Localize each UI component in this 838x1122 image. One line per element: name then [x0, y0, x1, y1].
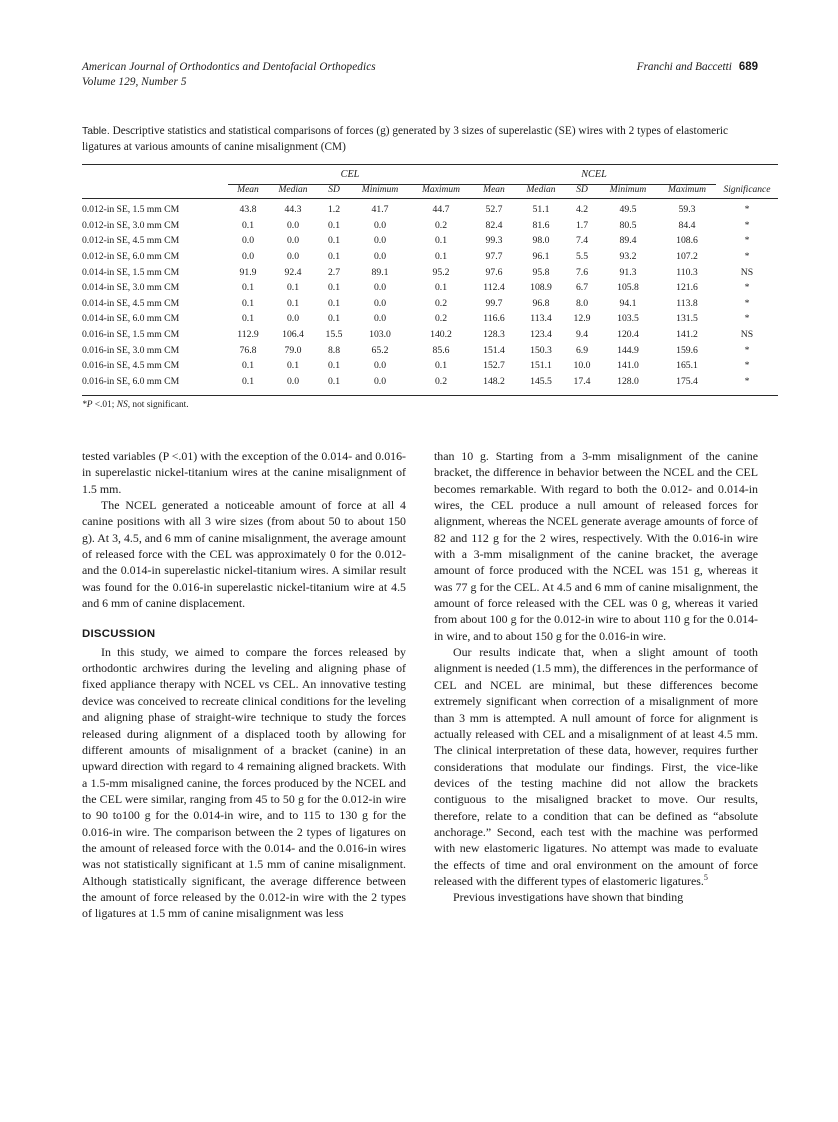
table-cell: 0.1: [327, 219, 341, 231]
table-cell: 7.4: [575, 235, 589, 247]
table-row-label: 0.014-in SE, 3.0 mm CM: [82, 282, 180, 294]
running-head-authors-page: [637, 60, 758, 75]
table-cell: 113.8: [676, 297, 698, 309]
left-paragraph-3: In this study, we aimed to compare the forces released by orthodontic archwires during the leveling and aligning phase of fixed appliance therapy with NCEL vs CEL. An innovative testing device was conceived to recreate clinical conditions for the leveling and aligning phase of straight-wire technique to study the forces released during alignment of a displaced tooth by allowing for different amounts of misalignment of a bracket (canine) in an upward direction with regard to 4 remaining aligned brackets. With a 1.5-mm misaligned canine, the forces produced by the NCEL and the CEL were similar, ranging from 45 to 50 g for the 0.012-in wire to 90 to100 g for the 0.014-in wire, and to 115 to 130 g for the 0.016-in wire. The comparison between the 2 types of ligatures on the amount of released force with the 0.014- and the 0.016-in wires was not statistically significant at 1.5 mm of canine misalignment. Although statistically significant, the average difference between the amount of force released by the 0.012-in wire with the 2 types of ligatures at 1.5 mm of canine misalignment was less: [82, 644, 406, 921]
column-header-ncel-median: Median: [526, 185, 556, 196]
table-cell: 0.1: [241, 313, 255, 325]
table-cell: 0.0: [286, 250, 300, 262]
table-cell: 145.5: [530, 375, 552, 387]
journal-volume: Volume 129, Number 5: [82, 76, 187, 88]
table-column-header-row: [82, 185, 778, 196]
group-header-cel: CEL: [340, 169, 360, 181]
section-heading-discussion: DISCUSSION: [82, 628, 156, 641]
table-cell: 0.1: [327, 235, 341, 247]
table-cell: 8.8: [327, 344, 341, 356]
table-cell: 0.0: [286, 219, 300, 231]
column-header-cel-maximum: Maximum: [422, 185, 460, 196]
table-cell: 0.1: [286, 297, 300, 309]
table-row-label: 0.016-in SE, 6.0 mm CM: [82, 375, 180, 387]
table-row: [82, 342, 778, 358]
table-cell-significance: *: [744, 297, 750, 309]
table-cell: 7.6: [575, 266, 589, 278]
table-cell: 0.0: [373, 375, 387, 387]
table-cell: 0.0: [373, 282, 387, 294]
table-cell: 116.6: [483, 313, 505, 325]
table-cell: 0.2: [434, 219, 448, 231]
left-paragraph-2: The NCEL generated a noticeable amount of force at all 4 canine positions with all 3 wire sizes (from about 50 to about 150 g). At 3, 4.5, and 6 mm of canine misalignment, the average amount of released force with the CEL was approximately 0 for the 0.012- and the 0.014-in superelastic nickel-titanium wires. A similar result was found for the 0.016-in superelastic nickel-titanium wire at 4.5 and 6 mm of canine displacement.: [82, 498, 406, 611]
table-row: [82, 358, 778, 374]
table-cell: 9.4: [575, 328, 589, 340]
table-cell: 17.4: [573, 375, 591, 387]
table-cell: 91.3: [619, 266, 637, 278]
table-row-label: 0.012-in SE, 1.5 mm CM: [82, 204, 180, 216]
table-cell-significance: *: [744, 313, 750, 325]
table-cell: 6.9: [575, 344, 589, 356]
table-cell: 0.1: [327, 313, 341, 325]
table-cell: 76.8: [239, 344, 257, 356]
table-cell: 94.1: [619, 297, 637, 309]
table-row-label: 0.012-in SE, 4.5 mm CM: [82, 235, 180, 247]
table-cell: 105.8: [617, 282, 639, 294]
table-cell: 1.7: [575, 219, 589, 231]
table-cell: 108.9: [530, 282, 552, 294]
table-cell: 0.2: [434, 375, 448, 387]
table-cell: 89.4: [619, 235, 637, 247]
table-row-label: 0.014-in SE, 4.5 mm CM: [82, 297, 180, 309]
table-cell: 107.2: [676, 250, 698, 262]
right-paragraph-1: than 10 g. Starting from a 3-mm misalignment of the canine bracket, the difference in behavior between the NCEL and the CEL becomes remarkable. With regard to both the 0.012- and 0.014-in wires, the CEL produce a null amount of released forces for alignment, whereas the NCEL generate average amounts of force of 82 and 112 g for the 2 wires, respectively. With the 0.016-in wire with a 3-mm misalignment of the canine bracket, the average amount of force produced with the NCEL was 151 g, whereas it was 77 g for the CEL. At 4.5 and 6 mm of canine misalignment, the amount of force released with the CEL was 0 g, whereas it varied from about 100 g for the 0.012-in wire to about 110 g for the 0.014-in wire, and to about 150 g for the 0.016-in wire.: [434, 449, 758, 643]
table-cell: 0.0: [373, 250, 387, 262]
table-cell: 144.9: [617, 344, 639, 356]
table-cell: 82.4: [485, 219, 503, 231]
table-cell: 141.2: [676, 328, 698, 340]
table-row: [82, 249, 778, 265]
table-row-label: 0.016-in SE, 1.5 mm CM: [82, 328, 180, 340]
table-cell: 112.9: [237, 328, 259, 340]
table-cell: 0.0: [373, 219, 387, 231]
table-cell: 1.2: [327, 204, 341, 216]
table-caption-text: Descriptive statistics and statistical comparisons of forces (g) generated by 3 sizes of superelastic (SE) wires with 2 types of elastomeric ligatures at various amounts of canine misalignment (CM): [82, 125, 729, 153]
table-cell: 0.1: [286, 360, 300, 372]
table-cell: 103.5: [617, 313, 639, 325]
table-cell: 0.1: [327, 250, 341, 262]
table-cell: 81.6: [532, 219, 550, 231]
table-row-label: 0.014-in SE, 1.5 mm CM: [82, 266, 180, 278]
right-paragraph-2: [434, 644, 758, 889]
table-row-label: 0.012-in SE, 6.0 mm CM: [82, 250, 180, 262]
table-cell: 0.1: [241, 297, 255, 309]
column-header-ncel-maximum: Maximum: [668, 185, 706, 196]
table-row-label: 0.014-in SE, 6.0 mm CM: [82, 313, 180, 325]
table-cell: 165.1: [676, 360, 698, 372]
table-cell: 98.0: [532, 235, 550, 247]
table-cell: 148.2: [483, 375, 505, 387]
running-head-journal: [82, 60, 376, 90]
table-cell: 0.1: [286, 282, 300, 294]
table-cell: 0.1: [241, 219, 255, 231]
table-cell-significance: *: [744, 375, 750, 387]
table-cell: 0.1: [327, 297, 341, 309]
left-paragraph-1: tested variables (P <.01) with the exception of the 0.014- and 0.016-in superelastic nickel-titanium wires at the canine misalignment of 1.5 mm.: [82, 449, 406, 496]
table-cell: 0.0: [286, 235, 300, 247]
table-cell: 0.2: [434, 313, 448, 325]
table-cell: 108.6: [676, 235, 698, 247]
table-footnote: [82, 396, 758, 410]
table-cell: 92.4: [284, 266, 302, 278]
table-cell: 10.0: [573, 360, 591, 372]
table-row: [82, 264, 778, 280]
table-cell-significance: *: [744, 282, 750, 294]
running-head: [82, 60, 758, 96]
reference-marker-5: 5: [703, 872, 708, 882]
table-cell-significance: *: [744, 360, 750, 372]
table-block: [82, 124, 771, 410]
table-cell: 121.6: [676, 282, 698, 294]
table-cell: 0.1: [434, 360, 448, 372]
table-cell-significance: NS: [740, 266, 754, 278]
table-row: [82, 295, 778, 311]
table-cell: 0.0: [241, 250, 255, 262]
table-cell: 95.2: [432, 266, 450, 278]
footnote-threshold: <.01;: [92, 399, 117, 410]
table-cell: 0.1: [241, 375, 255, 387]
table-cell: 0.1: [327, 282, 341, 294]
table-row: [82, 233, 778, 249]
right-paragraph-3: Previous investigations have shown that binding: [453, 890, 684, 905]
table-cell: 113.4: [530, 313, 552, 325]
table-cell: 97.7: [485, 250, 503, 262]
table-cell: 0.1: [327, 375, 341, 387]
table-cell: 159.6: [676, 344, 698, 356]
table-cell: 120.4: [617, 328, 639, 340]
group-header-spacer: [716, 169, 778, 180]
table-cell: 65.2: [371, 344, 389, 356]
group-header-ncel: NCEL: [581, 169, 607, 181]
table-cell: 41.7: [371, 204, 389, 216]
group-header-blank: [82, 169, 228, 180]
table-cell: 84.4: [678, 219, 696, 231]
column-header-ncel-sd: SD: [576, 185, 588, 196]
right-paragraph-2-text: Our results indicate that, when a slight amount of tooth alignment is needed (1.5 mm), the differences in the performance of CEL and NCEL are minimal, but these differences become extremely significant when correction of a misalignment of more than 3 mm is attempted. A null amount of force for alignment is actually released with CEL and a misalignment of at least 4.5 mm. The clinical interpretation of these data, however, requires further considerations that modulate our findings. First, the vice-like devices of the testing machine did not allow the brackets contiguous to the misaligned bracket to move. Our results, therefore, relate to a condition that can be defined as “absolute anchorage.” Second, each test with the machine was performed with new elastomeric ligatures. No attempt was made to evaluate the effects of time and oral environment on the amount of force released with the different types of elastomeric ligatures.: [434, 645, 758, 888]
table-cell: 151.4: [483, 344, 505, 356]
table-cell: 103.0: [369, 328, 391, 340]
table-cell: 128.0: [617, 375, 639, 387]
table-cell: 91.9: [239, 266, 257, 278]
table-cell: 0.1: [241, 282, 255, 294]
table-cell: 110.3: [676, 266, 698, 278]
table-cell: 95.8: [532, 266, 550, 278]
journal-title: American Journal of Orthodontics and Dentofacial Orthopedics: [82, 61, 376, 73]
table-cell: 0.0: [286, 375, 300, 387]
footnote-tail: , not significant.: [127, 399, 189, 410]
table-cell: 43.8: [239, 204, 257, 216]
table-cell: 6.7: [575, 282, 589, 294]
table-cell: 49.5: [619, 204, 637, 216]
table-cell: 44.3: [284, 204, 302, 216]
table-cell: 131.5: [676, 313, 698, 325]
table-row-label: 0.012-in SE, 3.0 mm CM: [82, 219, 180, 231]
column-header-cel-sd: SD: [328, 185, 340, 196]
table-cell: 0.1: [241, 360, 255, 372]
table-group-header-row: [82, 169, 778, 180]
table-cell: 0.0: [241, 235, 255, 247]
statistics-table: [82, 164, 778, 396]
table-cell: 0.0: [373, 235, 387, 247]
table-cell: 112.4: [483, 282, 505, 294]
table-cell: 85.6: [432, 344, 450, 356]
table-cell: 15.5: [325, 328, 343, 340]
table-cell: 151.1: [530, 360, 552, 372]
table-cell: 93.2: [619, 250, 637, 262]
table-cell: 0.0: [373, 313, 387, 325]
table-cell: 96.8: [532, 297, 550, 309]
table-cell: 0.0: [373, 297, 387, 309]
table-cell: 5.5: [575, 250, 589, 262]
table-cell: 128.3: [483, 328, 505, 340]
table-cell-significance: NS: [740, 328, 754, 340]
table-cell: 89.1: [371, 266, 389, 278]
table-cell: 97.6: [485, 266, 503, 278]
table-row: [82, 199, 778, 218]
table-cell-significance: *: [744, 250, 750, 262]
column-header-rowlabel: [82, 185, 228, 196]
authors-name: Franchi and Baccetti: [636, 61, 732, 73]
table-cell: 141.0: [617, 360, 639, 372]
table-row: [82, 327, 778, 343]
table-cell: 106.4: [282, 328, 304, 340]
table-row: [82, 280, 778, 296]
table-cell: 0.0: [286, 313, 300, 325]
table-cell: 99.3: [485, 235, 503, 247]
table-cell: 0.1: [327, 360, 341, 372]
table-cell: 8.0: [575, 297, 589, 309]
table-cell: 0.0: [373, 360, 387, 372]
table-cell: 52.7: [485, 204, 503, 216]
left-column: [82, 448, 406, 1068]
footnote-p-symbol: *P: [82, 399, 93, 410]
table-cell: 140.2: [430, 328, 452, 340]
table-cell: 0.1: [434, 282, 448, 294]
column-header-cel-median: Median: [278, 185, 308, 196]
table-cell: 2.7: [327, 266, 341, 278]
table-cell: 123.4: [530, 328, 552, 340]
table-cell: 152.7: [483, 360, 505, 372]
table-cell: 96.1: [532, 250, 550, 262]
column-header-ncel-mean: Mean: [483, 185, 505, 196]
article-body: [82, 448, 758, 1068]
table-cell: 150.3: [530, 344, 552, 356]
table-cell: 0.1: [434, 250, 448, 262]
table-row-label: 0.016-in SE, 4.5 mm CM: [82, 360, 180, 372]
table-cell-significance: *: [744, 344, 750, 356]
table-cell: 80.5: [619, 219, 637, 231]
table-cell-significance: *: [744, 219, 750, 231]
column-header-significance: Significance: [723, 185, 771, 196]
table-body: [82, 199, 778, 392]
table-cell: 44.7: [432, 204, 450, 216]
table-row-label: 0.016-in SE, 3.0 mm CM: [82, 344, 180, 356]
right-column: [434, 448, 758, 1068]
table-row: [82, 217, 778, 233]
table-row: [82, 311, 778, 327]
table-cell: 0.2: [434, 297, 448, 309]
table-caption: [82, 124, 758, 155]
column-header-cel-minimum: Minimum: [361, 185, 399, 196]
table-row: [82, 373, 778, 391]
table-cell: 175.4: [676, 375, 698, 387]
table-rule-bottom: [82, 392, 778, 396]
page-content: [82, 0, 771, 1122]
table-cell: 51.1: [532, 204, 550, 216]
page-number: 689: [738, 61, 758, 73]
column-header-cel-mean: Mean: [237, 185, 259, 196]
table-cell-significance: *: [744, 235, 750, 247]
table-label: Table.: [82, 126, 110, 137]
table-cell: 99.7: [485, 297, 503, 309]
table-cell: 59.3: [678, 204, 696, 216]
table-cell: 0.1: [434, 235, 448, 247]
table-cell: 4.2: [575, 204, 589, 216]
table-cell: 79.0: [284, 344, 302, 356]
table-cell-significance: *: [744, 204, 750, 216]
table-cell: 12.9: [573, 313, 591, 325]
footnote-ns-symbol: NS: [116, 399, 128, 410]
column-header-ncel-minimum: Minimum: [609, 185, 647, 196]
